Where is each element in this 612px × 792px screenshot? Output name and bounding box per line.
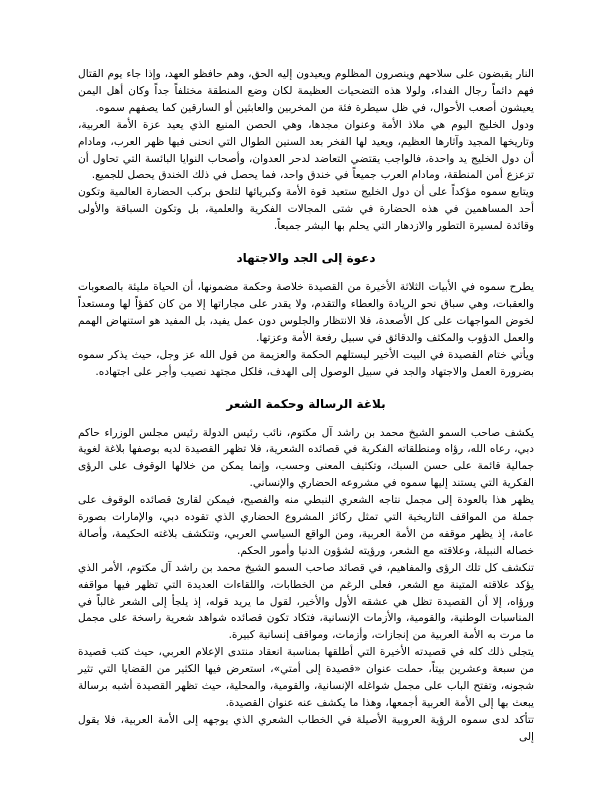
- section-2-paragraph-5: تتأكد لدى سموه الرؤية العروبية الأصيلة في الخطاب الشعري الذي يوجهه إلى الأمة العربية، فلا يقول إلى: [78, 713, 534, 743]
- intro-paragraph-1: النار يقبضون على سلاحهم وينصرون المظلوم ويعيدون إليه الحق، وهم حافظو العهد، وإذا جاء يوم القتال فهم دائماً رجال الفداء، ولولا هذه التضحيات العظيمة لكان وضع المنطقة مختلفاً جداً وكان أهل اليمن يعيشون أصعب الأحوال، في ظل سيطرة فئة من المخربين والعابثين أو السارقين كما يصفهم سموه.: [78, 68, 534, 114]
- section-message-eloquence: [78, 395, 534, 746]
- intro-section: [78, 66, 534, 235]
- section-call-to-diligence: [78, 249, 534, 380]
- section-1-paragraph-2: ويأتي ختام القصيدة في البيت الأخير ليستلهم الحكمة والعزيمة من قول الله عز وجل، حيث يذكر سموه بضرورة العمل والاجتهاد والجد في سبيل الوصول إلى الهدف، فلكل مجتهد نصيب وأجر على اجتهاده.: [78, 348, 534, 378]
- intro-paragraph-3: ويتابع سموه مؤكداً على أن دول الخليج ستعيد قوة الأمة وكبريائها لتلحق بركب الحضارة العالمية وتكون أحد المساهمين في هذه الحضارة في شتى المجالات الفكرية والعلمية، بل وتكون السباقة والأولى وقائدة لمسيرة التطور والازدهار التي يحلم بها البشر جميعاً.: [78, 186, 534, 233]
- section-2-paragraph-3: تنكشف كل تلك الرؤى والمفاهيم، في قصائد صاحب السمو الشيخ محمد بن راشد آل مكتوم، الأمر الذي يؤكد علاقته المتينة مع الشعر، فعلى الرغم من الخطابات، واللقاءات العديدة التي تظهر فيها مواقفه ورؤاه، إلا أن القصيدة تظل هي عشقه الأول والأخير، لقول ما يريد قوله، إذ يلجأ إلى الشعر غالباً في المناسبات الوطنية، والقومية، والأزمات الإنسانية، فتكاد تكون قصائده شواهد شعرية راسخة على مجمل ما مرت به الأمة العربية من إنجازات، وأزمات، ومواقف إنسانية كبيرة.: [78, 561, 534, 642]
- section-2-paragraph-1: يكشف صاحب السمو الشيخ محمد بن راشد آل مكتوم، نائب رئيس الدولة رئيس مجلس الوزراء حاكم دبي، رعاه الله، رؤاه ومنطلقاته الفكرية في قصائده الشعرية، فلا تظهر القصيدة لديه بوصفها بلاغة لغوية جمالية قائمة على حسن السبك، وتكثيف المعنى وحسب، وإنما يمكن من خلالها الوقوف على الرؤى الفكرية التي يستند إليها سموه في مشروعه الحضاري والإنساني.: [78, 426, 534, 490]
- section-heading-call-to-diligence: دعوة إلى الجد والاجتهاد: [236, 251, 376, 266]
- intro-paragraph-2: ودول الخليج اليوم هي ملاذ الأمة وعنوان مجدها، وهي الحصن المنيع الذي يعيد عزة الأمة العربية، وتاريخها المجيد وآثارها العظيم، ويعيد لها الفخر بعد السنين الطوال التي انحنى فيها ظهر العرب، ومادام أن دول الخليج يد واحدة، فالواجب يقتضي التعاضد لدحر العدوان، وأصحاب النوايا البائسة التي تحاول أن تزعزع أمن المنطقة، ومادام العرب جميعاً في خندق واحد، فما يحصل في ذلك الخندق يحصل للجميع.: [78, 118, 534, 182]
- section-2-paragraph-4: يتجلى ذلك كله في قصيدته الأخيرة التي أطلقها بمناسبة انعقاد منتدى الإعلام العربي، حيث كتب قصيدة من سبعة وعشرين بيتاً، حملت عنوان «قصيدة إلى أمتي»، استعرض فيها الكثير من القضايا التي تثير شجونه، وتفتح الباب على مجمل شواغله الإنسانية، والقومية، والمحلية، حيث تظهر القصيدة أشبه برسالة يبعث بها إلى الأمة العربية أجمعها، وهذا ما يكشف عنه عنوان القصيدة.: [78, 646, 534, 709]
- document-page: [78, 66, 534, 746]
- section-heading-message-eloquence: بلاغة الرسالة وحكمة الشعر: [226, 396, 386, 411]
- section-2-paragraph-2: يظهر هذا بالعودة إلى مجمل نتاجه الشعري النبطي منه والفصيح، فيمكن لقارئ قصائده الوقوف على جملة من المواقف التاريخية التي تمثل ركائز المشروع الحضاري الذي تقوده دبي، والإمارات بصورة عامة، إذ يظهر موقفه من الأمة العربية، ومن الواقع السياسي العربي، وتتكشف بلاغته الحكيمة، وأصالة خصاله النبيلة، وعلاقته مع الشعر، ورؤيته لشؤون الدنيا وأمور الحكم.: [78, 494, 534, 557]
- section-1-paragraph-1: يطرح سموه في الأبيات الثلاثة الأخيرة من القصيدة خلاصة وحكمة مضمونها، أن الحياة مليئة بالصعوبات والعقبات، وهي سباق نحو الريادة والعطاء والتقدم، ولا يقدر على مجاراتها إلا من كان كفؤاً لها ومستعداً لخوض المواجهات على كل الأصعدة، فلا الانتظار والجلوس دون عمل يفيد، بل المفيد هو استنهاض الهمم والعمل الدؤوب والمكثف والدقائق في سبيل رفعة الأمة وعزتها.: [78, 281, 534, 344]
